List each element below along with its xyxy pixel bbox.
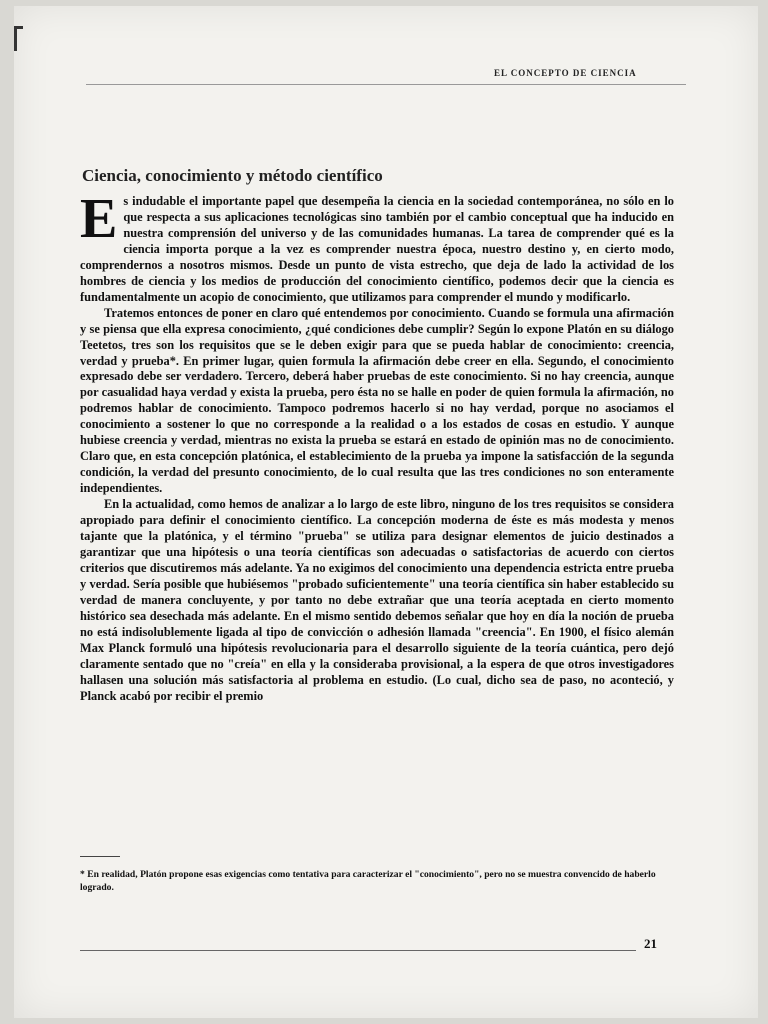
header-rule — [86, 84, 686, 85]
body-text — [80, 188, 674, 705]
section-title: Ciencia, conocimiento y método científico — [82, 166, 383, 185]
page-corner-mark — [14, 26, 23, 51]
paragraph-1 — [80, 188, 674, 306]
page-number: 21 — [644, 936, 657, 951]
paragraph-2: Tratemos entonces de poner en claro qué entendemos por conocimiento. Cuando se formula una afirmación y se piensa que ella expresa conocimiento, ¿qué condiciones debe cumplir? Según lo expone Platón en su diálogo Teetetos, tres son los requisitos que se le deben exigir para que se pueda hablar de conocimiento: creencia, verdad y prueba*. En primer lugar, quien formula la afirmación debe creer en ella. Segundo, el conocimiento expresado debe ser verdadero. Tercero, deberá haber pruebas de este conocimiento. Si no hay creencia, aunque por casualidad haya verdad y exista la prueba, pero ésta no se halle en poder de quien formula la afirmación, no podremos hablar de conocimiento. Tampoco podremos hacerlo si no hay verdad, porque no asociamos el conocimiento a sostener lo que no corresponde a la realidad o a los estados de cosas en estudio. Y aunque hubiese creencia y verdad, mientras no exista la prueba se estará en estado de opinión mas no de conocimiento. Claro que, en esta concepción platónica, el establecimiento de la prueba ya impone la satisfacción de la segunda condición, la verdad del presunto conocimiento, de lo cual resulta que las tres condiciones no son enteramente independientes. — [80, 305, 674, 496]
paragraph-3: En la actualidad, como hemos de analizar a lo largo de este libro, ninguno de los tres requisitos se considera apropiado para definir el conocimiento científico. La concepción moderna de éste es más modesta y menos tajante que la platónica, y el término "prueba" se utiliza para designar elementos de juicio destinados a garantizar que una hipótesis o una teoría científicas son adecuadas o satisfactorias de acuerdo con ciertos criterios que discutiremos más adelante. Ya no exigimos del conocimiento una dependencia estricta entre prueba y verdad. Sería posible que hubiésemos "probado suficientemente" una teoría científica sin haber establecido su verdad de manera concluyente, y por tanto no debe extrañar que una teoría aceptada en cierto momento histórico sea desechada más adelante. En el mismo sentido debemos señalar que hoy en día la noción de prueba no está indisolublemente ligada al tipo de convicción o adhesión llamada "creencia". En 1900, el físico alemán Max Planck formuló una hipótesis revolucionaria para el desarrollo siguiente de la teoría cuántica, pero dejó claramente sentado que no "creía" en ella y la consideraba provisional, a la espera de que otros investigadores hallasen una solución más satisfactoria al problema en estudio. (Lo cual, dicho sea de paso, no aconteció, y Planck acabó por recibir el premio — [80, 497, 674, 703]
footer-rule — [80, 950, 636, 951]
footnote-rule — [80, 856, 120, 857]
running-head: EL CONCEPTO DE CIENCIA — [494, 68, 637, 78]
paragraph-1-text: s indudable el importante papel que desempeña la ciencia en la sociedad contemporánea, no sólo en lo que respecta a sus aplicaciones tecnológicas sino también por el cambio conceptual que ha inducido en nuestra comprensión del universo y de las comunidades humanas. La tarea de comprender qué es la ciencia importa porque a la vez es comprender nuestra época, nuestro destino y, en cierto modo, comprendernos a nosotros mismos. Desde un punto de vista estrecho, que deja de lado la actividad de los hombres de ciencia y los medios de producción del conocimiento científico, podemos decir que la ciencia es fundamentalmente un acopio de conocimiento, que utilizamos para comprender el mundo y modificarlo. — [80, 194, 674, 304]
footnote: * En realidad, Platón propone esas exigencias como tentativa para caracterizar el "conocimiento", pero no se muestra convencido de haberlo logrado. — [80, 869, 656, 893]
drop-cap: E — [80, 188, 118, 250]
book-page — [14, 6, 758, 1018]
